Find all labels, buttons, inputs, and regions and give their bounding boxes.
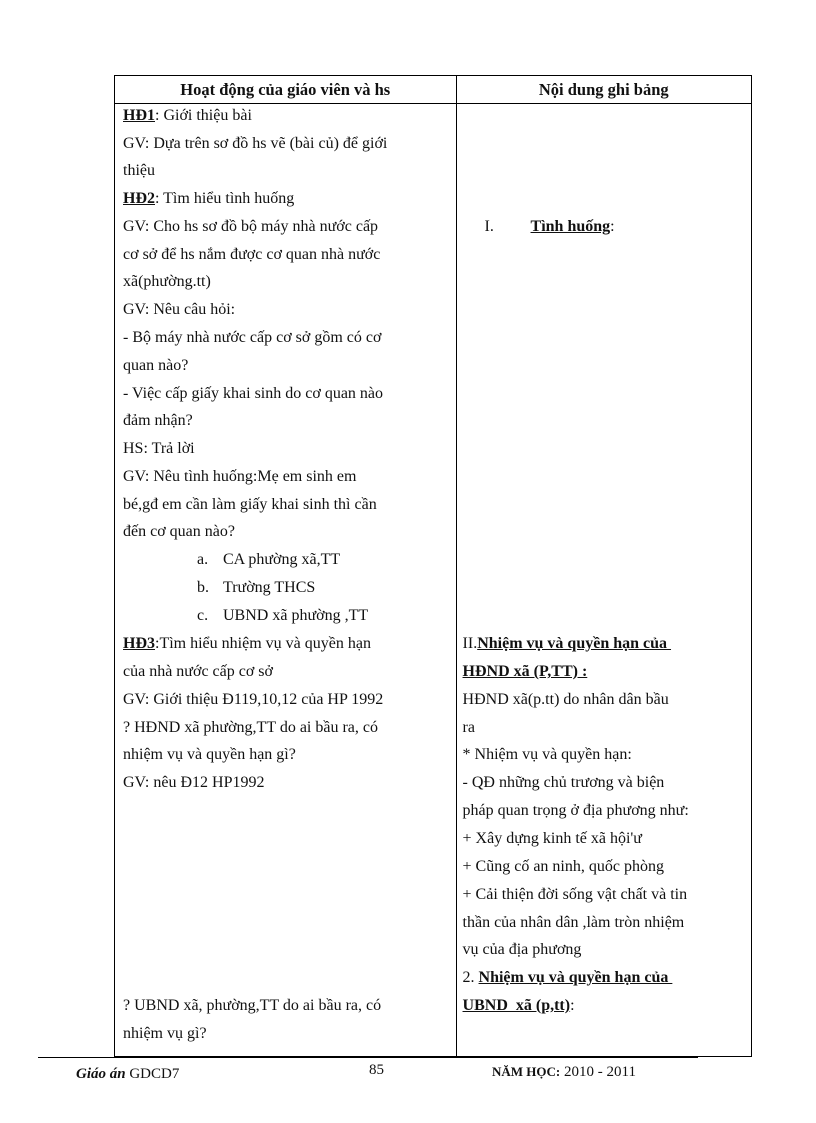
option-letter: c. <box>197 607 209 624</box>
option-item <box>197 578 315 598</box>
header-teacher-activity: Hoạt động của giáo viên và hs <box>115 76 457 104</box>
left-line: của nhà nước cấp cơ sở <box>123 663 273 680</box>
right-line: pháp quan trọng ở địa phương như: <box>462 802 689 819</box>
right-line: + Cũng cố an ninh, quốc phòng <box>462 858 664 875</box>
left-line: thiệu <box>123 162 155 179</box>
section-3-heading-line-1 <box>463 968 673 988</box>
footer-year-value: 2010 - 2011 <box>564 1064 636 1080</box>
footer-year-label: NĂM HỌC: <box>492 1064 561 1079</box>
section-3-heading-line-2 <box>463 996 575 1016</box>
hd1-label: HĐ1 <box>123 107 155 124</box>
section-2-title-part: HĐND xã (P,TT) : <box>462 663 588 680</box>
left-line: GV: Cho hs sơ đồ bộ máy nhà nước cấp <box>123 218 379 235</box>
left-line: cơ sở để hs nắm được cơ quan nhà nước <box>123 246 381 263</box>
left-line: quan nào? <box>123 357 189 374</box>
left-line: nhiệm vụ gì? <box>123 1025 207 1042</box>
hd3-label: HĐ3 <box>123 635 155 652</box>
header-board-content: Nội dung ghi bảng <box>456 76 751 104</box>
left-line: GV: Dựa trên sơ đồ hs vẽ (bài củ) để giới <box>123 135 388 152</box>
right-line: - QĐ những chủ trương và biện <box>462 774 665 791</box>
section-2-prefix: II. <box>462 635 478 652</box>
option-item <box>197 606 368 626</box>
left-line: bé,gđ em cần làm giấy khai sinh thì cần <box>123 496 377 513</box>
hd2-line <box>123 189 294 209</box>
option-text: UBND xã phường ,TT <box>223 607 369 624</box>
page-number: 85 <box>369 1062 384 1078</box>
right-line: ra <box>462 719 475 736</box>
section-3-title-part: Nhiệm vụ và quyền hạn của <box>478 969 673 986</box>
left-line: xã(phường.tt) <box>123 273 211 290</box>
option-text: CA phường xã,TT <box>223 551 341 568</box>
footer-label: Giáo án <box>76 1066 126 1082</box>
right-line: + Xây dựng kinh tế xã hội'ư <box>462 830 642 847</box>
left-line: - Việc cấp giấy khai sinh do cơ quan nào <box>123 385 384 402</box>
right-line: * Nhiệm vụ và quyền hạn: <box>462 746 632 763</box>
footer-subject: GDCD7 <box>129 1066 180 1082</box>
table-body-row <box>115 104 752 1057</box>
option-text: Trường THCS <box>223 579 316 596</box>
board-content-cell <box>456 104 751 1057</box>
left-line: GV: Nêu câu hỏi: <box>123 301 236 318</box>
teacher-activity-cell <box>115 104 457 1057</box>
hd2-label: HĐ2 <box>123 190 155 207</box>
section-2-heading-line-2 <box>463 662 588 682</box>
option-letter: a. <box>197 551 209 568</box>
hd2-text: : Tìm hiểu tình huống <box>155 190 295 207</box>
section-1-number: I. <box>484 218 494 235</box>
hd1-text: : Giới thiệu bài <box>155 107 252 124</box>
left-line: ? HĐND xã phường,TT do ai bầu ra, có <box>123 719 378 736</box>
footer-divider <box>38 1057 698 1058</box>
left-line: HS: Trả lời <box>123 440 195 457</box>
right-line: HĐND xã(p.tt) do nhân dân bầu <box>462 691 669 708</box>
section-1-colon: : <box>610 218 615 235</box>
left-line: nhiệm vụ và quyền hạn gì? <box>123 746 296 763</box>
hd3-text: :Tìm hiểu nhiệm vụ và quyền hạn <box>155 635 371 652</box>
option-item <box>197 550 340 570</box>
left-line: ? UBND xã, phường,TT do ai bầu ra, có <box>123 997 382 1014</box>
right-line: thần của nhân dân ,làm tròn nhiệm <box>462 914 685 931</box>
right-line: vụ của địa phương <box>462 941 582 958</box>
lesson-table <box>114 75 752 1057</box>
left-line: đảm nhận? <box>123 412 193 429</box>
section-1-title: Tình huống <box>530 218 611 235</box>
option-letter: b. <box>197 579 209 596</box>
left-line: đến cơ quan nào? <box>123 523 235 540</box>
section-2-title-part: Nhiệm vụ và quyền hạn của <box>477 635 672 652</box>
table-header-row <box>115 76 752 104</box>
left-line: GV: nêu Đ12 HP1992 <box>123 774 265 791</box>
section-1-heading <box>485 217 615 237</box>
section-2-heading-line-1 <box>463 634 671 654</box>
section-3-prefix: 2. <box>462 969 479 986</box>
hd3-line <box>123 634 371 654</box>
right-line: + Cải thiện đời sống vật chất và tin <box>462 886 688 903</box>
left-line: GV: Giới thiệu Đ119,10,12 của HP 1992 <box>123 691 384 708</box>
footer-school-year <box>492 1064 636 1081</box>
section-3-title-part: UBND xã (p,tt) <box>462 997 571 1014</box>
left-line: - Bộ máy nhà nước cấp cơ sở gồm có cơ <box>123 329 382 346</box>
footer-title <box>76 1066 179 1083</box>
section-3-colon: : <box>570 997 575 1014</box>
left-line: GV: Nêu tình huống:Mẹ em sinh em <box>123 468 357 485</box>
hd1-line <box>123 106 252 126</box>
